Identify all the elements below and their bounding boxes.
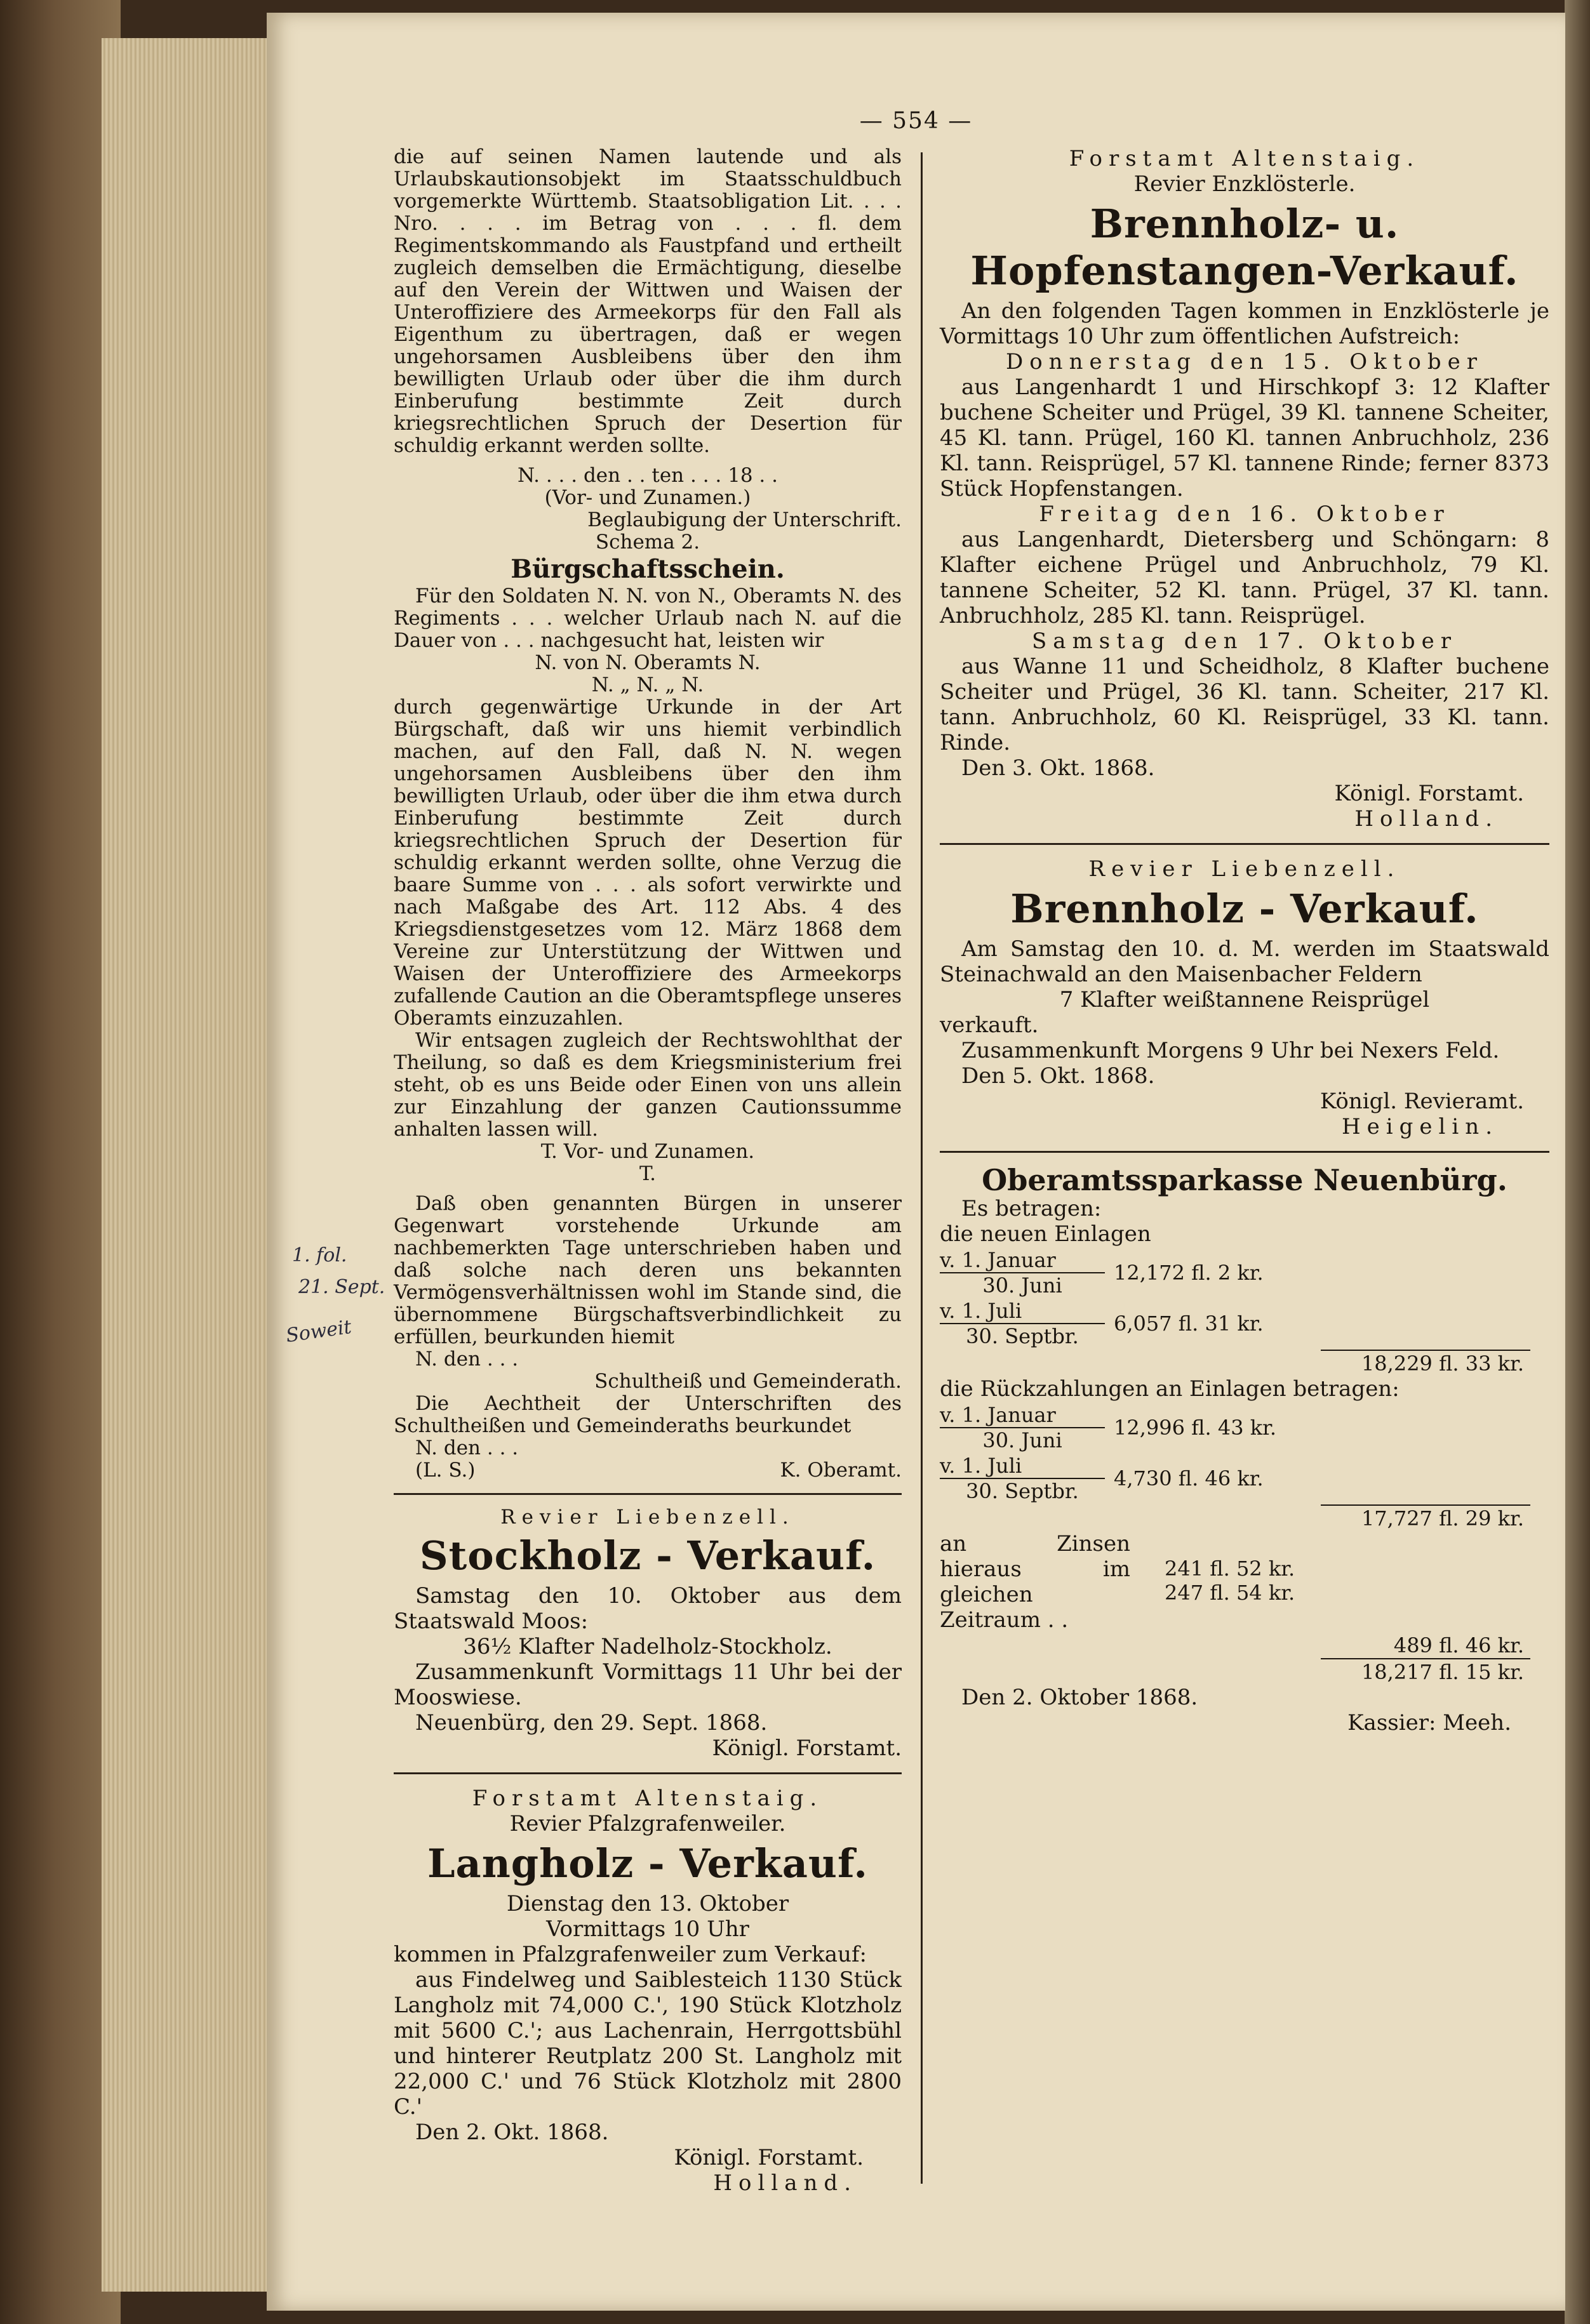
ad2-revier: Revier Pfalzgrafenweiler. bbox=[509, 1811, 786, 1836]
right-column bbox=[940, 146, 1549, 1736]
guarantee-waiver: Wir entsagen zugleich der Rechtswohlthat der Theilung, so daß es dem Kriegsministerium frei steht, ob es uns Beide oder Einen von uns allein zur Einzahlung der ganzen Cautionssumme anhalten lassen will. bbox=[394, 1029, 902, 1141]
ad3-text-2: aus Langenhardt 1 und Hirschkopf 3: 12 Klafter buchene Scheiter und Prügel, 39 Kl. tannene Scheiter, 45 Kl. tann. Prügel, 160 Kl. tannen Anbruchholz, 236 Kl. tann. Reisprügel, 57 Kl. tannene Rinde; ferner 8373 Stück Hopfenstangen. bbox=[940, 375, 1549, 501]
ad5-sum-4: 18,217 fl. 15 kr. bbox=[1361, 1660, 1524, 1684]
ad3-day-3: Samstag den 17. Oktober bbox=[1032, 628, 1457, 654]
ad4-sign: Königl. Revieramt. bbox=[1319, 1089, 1524, 1114]
guarantor-line-b: N. „ N. „ N. bbox=[591, 674, 704, 696]
date-line: N. . . . den . . ten . . . 18 . . bbox=[517, 464, 778, 487]
ad5-title: Oberamtssparkasse Neuenbürg. bbox=[982, 1163, 1507, 1197]
ad5-line-3: die Rückzahlungen an Einlagen betragen: bbox=[940, 1376, 1400, 1402]
ad1-sign: Königl. Forstamt. bbox=[712, 1736, 902, 1761]
column-divider bbox=[921, 152, 923, 2184]
ad3-day-2: Freitag den 16. Oktober bbox=[1039, 501, 1450, 527]
ad5-r2-amount: 6,057 fl. 31 kr. bbox=[1114, 1311, 1264, 1336]
schema-title: Bürgschaftsschein. bbox=[511, 554, 785, 584]
page-number: — 554 — bbox=[859, 108, 973, 134]
separator bbox=[940, 1151, 1549, 1153]
guarantee-intro: Für den Soldaten N. N. von N., Oberamts N. des Regiments . . . welcher Urlaub nach N. auf die Dauer von . . . nachgesucht hat, leisten wir bbox=[394, 585, 902, 652]
ad5-sum-1: 18,229 fl. 33 kr. bbox=[1361, 1351, 1524, 1376]
ad4-text-4: Zusammenkunft Morgens 9 Uhr bei Nexers Feld. bbox=[961, 1038, 1500, 1063]
ad3-revier: Revier Enzklösterle. bbox=[1133, 171, 1356, 197]
ad4-text-1: Am Samstag den 10. d. M. werden im Staatswald Steinachwald an den Maisenbacher Feldern bbox=[940, 936, 1549, 987]
ad5-line-2: die neuen Einlagen bbox=[940, 1221, 1151, 1247]
ad5-r3-to: 30. Juni bbox=[982, 1428, 1062, 1452]
certification-text: Daß oben genannten Bürgen in unserer Gegenwart vorstehende Urkunde am nachbemerkten Tage unterschrieben haben und daß solche nach deren uns bekannten Vermögensverhältnissen wohl im Stande sind, die übernommene Bürgschaftsverbindlichkeit zu erfüllen, beurkunden hiemit bbox=[394, 1192, 902, 1348]
ad5-r4-to: 30. Septbr. bbox=[966, 1479, 1079, 1503]
ad5-row-1 bbox=[940, 1248, 1549, 1298]
ad3-forstamt: Forstamt Altenstaig. bbox=[1069, 146, 1420, 171]
handwritten-note-2: 21. Sept. bbox=[298, 1276, 385, 1298]
newspaper-page bbox=[267, 13, 1565, 2311]
handwritten-note-3: Soweit bbox=[284, 1315, 353, 1348]
ad5-r2-to: 30. Septbr. bbox=[966, 1324, 1079, 1348]
ad1-date: Neuenbürg, den 29. Sept. 1868. bbox=[415, 1710, 768, 1736]
ad1-title: Stockholz - Verkauf. bbox=[419, 1532, 876, 1579]
ad5-interest-1: 241 fl. 52 kr. bbox=[1165, 1557, 1295, 1581]
ad5-r4-amount: 4,730 fl. 46 kr. bbox=[1114, 1466, 1264, 1491]
ad1-text-1: Samstag den 10. Oktober aus dem Staatswald Moos: bbox=[394, 1583, 902, 1634]
ad5-sign: Kassier: Meeh. bbox=[1347, 1710, 1511, 1736]
separator bbox=[394, 1493, 902, 1495]
schema1-text: die auf seinen Namen lautende und als Urlaubskautionsobjekt im Staatsschuldbuch vorgemerkte Württemb. Staatsobligation Lit. . . . Nro. . . . im Betrag von . . . fl. dem Regimentskommando als Faustpfand und ertheilt zugleich demselben die Ermächtigung, dieselbe auf den Verein der Wittwen und Waisen der Unteroffiziere des Armeekorps für den Fall als Eigenthum zu übertragen, daß er wegen ungehorsamen Ausbleibens über den ihm bewilligten Urlaub oder über die ihm durch Einberufung bestimmte Zeit durch kriegsrechtlichen Spruch der Desertion für schuldig erkannt werden sollte. bbox=[394, 145, 902, 457]
ad3-text-4: aus Wanne 11 und Scheidholz, 8 Klafter buchene Scheiter und Prügel, 36 Kl. tann. Scheiter, 217 Kl. tann. Anbruchholz, 60 Kl. Reisprügel, 33 Kl. tann. Rinde. bbox=[940, 654, 1549, 755]
ad5-row-4 bbox=[940, 1454, 1549, 1503]
ad5-interest-2: 247 fl. 54 kr. bbox=[1165, 1581, 1295, 1605]
ad2-text-1: Dienstag den 13. Oktober bbox=[506, 1891, 789, 1916]
ad4-date: Den 5. Okt. 1868. bbox=[961, 1063, 1155, 1089]
certify-line: Beglaubigung der Unterschrift. bbox=[587, 508, 902, 531]
ad3-text-3: aus Langenhardt, Dietersberg und Schöngarn: 8 Klafter eichene Prügel und Anbruchholz, 79 Kl. tannene Scheiter, 52 Kl. tann. Prügel, 37 Kl. tann. Anbruchholz, 285 Kl. tann. Reisprügel. bbox=[940, 527, 1549, 628]
seal-label: (L. S.) bbox=[415, 1459, 476, 1482]
ad1-text-3: Zusammenkunft Vormittags 11 Uhr bei der Mooswiese. bbox=[394, 1659, 902, 1710]
ad4-revier: Revier Liebenzell. bbox=[1088, 856, 1401, 882]
ad5-interest-row bbox=[940, 1531, 1549, 1633]
page-stack-edge bbox=[102, 38, 292, 2292]
authenticity-text: Die Aechtheit der Unterschriften des Schultheißen und Gemeinderaths beurkundet bbox=[394, 1392, 902, 1437]
ad3-day-1: Donnerstag den 15. Oktober bbox=[1005, 349, 1484, 375]
ad2-text-2: Vormittags 10 Uhr bbox=[546, 1916, 749, 1942]
ad5-r3-from: v. 1. Januar bbox=[940, 1403, 1105, 1428]
ad1-text-2: 36½ Klafter Nadelholz-Stockholz. bbox=[463, 1634, 832, 1659]
ad2-title: Langholz - Verkauf. bbox=[427, 1840, 869, 1887]
ad4-title: Brennholz - Verkauf. bbox=[1010, 886, 1479, 932]
ad1-revier: Revier Liebenzell. bbox=[500, 1506, 795, 1529]
ad5-r3-amount: 12,996 fl. 43 kr. bbox=[1114, 1416, 1277, 1440]
ad2-text-4: aus Findelweg und Saiblesteich 1130 Stück Langholz mit 74,000 C.', 190 Stück Klotzholz mit 5600 C.'; aus Lachenrain, Herrgottsbühl und hinterer Reutplatz 200 St. Langholz mit 22,000 C.' und 76 Stück Klotzholz mit 2800 C.' bbox=[394, 1967, 902, 2120]
ad5-r4-from: v. 1. Juli bbox=[940, 1454, 1105, 1479]
book-edge-right bbox=[1565, 0, 1590, 2324]
ad2-sign: Königl. Forstamt. bbox=[674, 2145, 864, 2170]
ad5-r1-to: 30. Juni bbox=[982, 1273, 1062, 1298]
ad2-name: Holland. bbox=[713, 2170, 857, 2196]
handwritten-note-1: 1. fol. bbox=[292, 1244, 347, 1266]
ad2-date: Den 2. Okt. 1868. bbox=[415, 2120, 609, 2145]
ad4-name: Heigelin. bbox=[1342, 1114, 1499, 1139]
ad5-r2-from: v. 1. Juli bbox=[940, 1299, 1105, 1324]
ad5-r1-from: v. 1. Januar bbox=[940, 1248, 1105, 1273]
ad5-line-1: Es betragen: bbox=[961, 1196, 1102, 1221]
ad5-row-3 bbox=[940, 1403, 1549, 1452]
ad2-text-3: kommen in Pfalzgrafenweiler zum Verkauf: bbox=[394, 1942, 867, 1967]
n-den-2: N. den . . . bbox=[415, 1437, 519, 1459]
ad5-line-4: an Zinsen hieraus im gleichen Zeitraum . . bbox=[940, 1531, 1130, 1633]
ad3-name: Holland. bbox=[1354, 806, 1499, 832]
ad5-date: Den 2. Oktober 1868. bbox=[961, 1685, 1198, 1710]
guarantee-body: durch gegenwärtige Urkunde in der Art Bürgschaft, daß wir uns hiemit verbindlich machen, auf den Fall, daß N. N. wegen ungehorsamen Ausbleibens über den ihm bewilligten Urlaub, oder über die ihm etwa durch Einberufung bestimmte Zeit durch kriegsrechtlichen Spruch der Desertion für schuldig erkannt werden sollte, ohne Verzug die baare Summe von . . . als sofort verwirkte und nach Maßgabe des Art. 112 Abs. 4 des Kriegsdienstgesetzes vom 12. März 1868 dem Vereine zur Unterstützung der Wittwen und Waisen der Unteroffiziere des Armeekorps zufallende Caution an die Oberamtspflege unseres Oberamts einzuzahlen. bbox=[394, 696, 902, 1030]
schultheiss-line: Schultheiß und Gemeinderath. bbox=[594, 1370, 902, 1393]
left-column bbox=[394, 146, 902, 2196]
separator bbox=[394, 1772, 902, 1774]
ad5-row-2 bbox=[940, 1299, 1549, 1348]
names-line: (Vor- und Zunamen.) bbox=[544, 486, 751, 509]
ad5-r1-amount: 12,172 fl. 2 kr. bbox=[1114, 1261, 1264, 1285]
separator bbox=[940, 843, 1549, 845]
ad5-sum-3: 489 fl. 46 kr. bbox=[1393, 1633, 1524, 1657]
signature-2: T. bbox=[639, 1162, 656, 1185]
n-den-1: N. den . . . bbox=[415, 1348, 519, 1371]
ad4-text-3: verkauft. bbox=[940, 1013, 1039, 1038]
ad3-date: Den 3. Okt. 1868. bbox=[961, 755, 1155, 781]
signature-1: T. Vor- und Zunamen. bbox=[540, 1140, 755, 1163]
ad3-text-1: An den folgenden Tagen kommen in Enzklösterle je Vormittags 10 Uhr zum öffentlichen Aufstreich: bbox=[940, 298, 1549, 349]
ad3-sign: Königl. Forstamt. bbox=[1334, 781, 1524, 806]
guarantor-line-a: N. von N. Oberamts N. bbox=[535, 651, 761, 674]
ad4-text-2: 7 Klafter weißtannene Reisprügel bbox=[1059, 987, 1430, 1013]
ad5-sum-2: 17,727 fl. 29 kr. bbox=[1361, 1506, 1524, 1531]
schema-label: Schema 2. bbox=[595, 531, 700, 554]
ad3-title: Brennholz- u. Hopfenstangen-Verkauf. bbox=[970, 201, 1519, 294]
oberamt-label: K. Oberamt. bbox=[780, 1459, 902, 1482]
ad2-forstamt: Forstamt Altenstaig. bbox=[472, 1786, 824, 1811]
